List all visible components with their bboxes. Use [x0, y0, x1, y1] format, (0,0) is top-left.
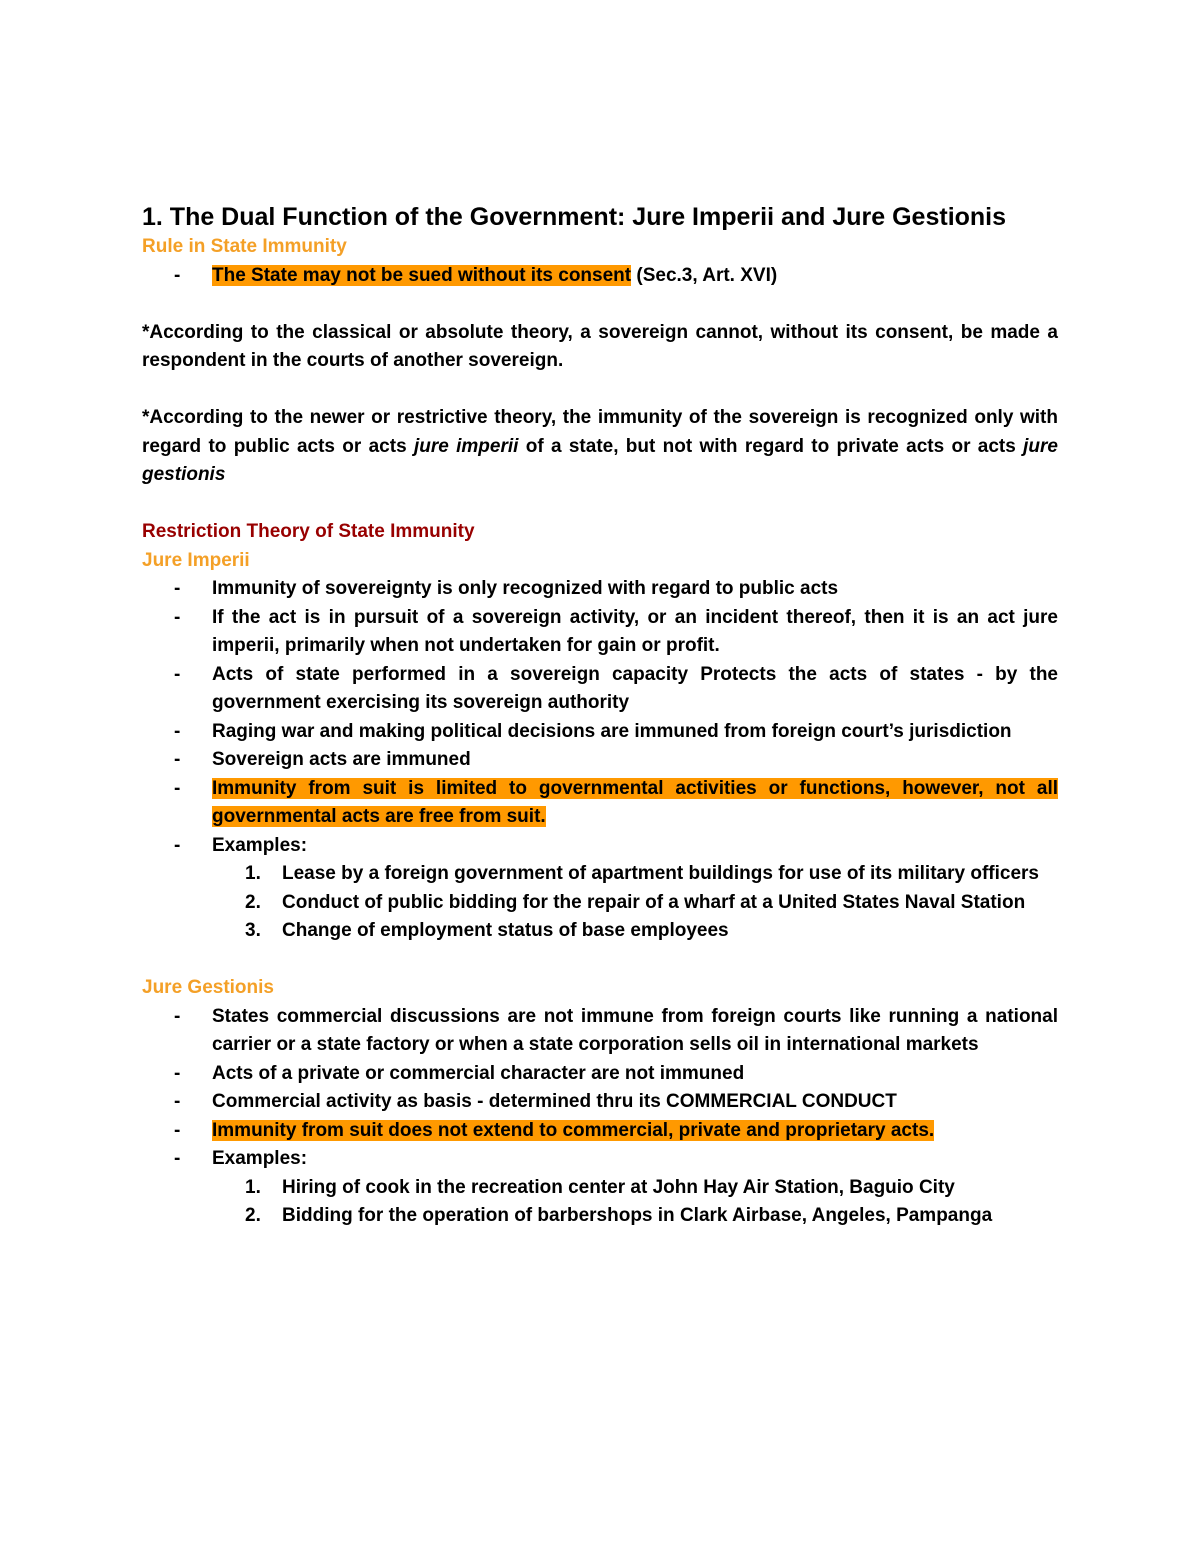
list-item [142, 1088, 1058, 1117]
list-item-text: Commercial activity as basis - determined thru its COMMERCIAL CONDUCT [212, 1091, 897, 1112]
dash-marker: - [174, 264, 181, 286]
example-text: Hiring of cook in the recreation center at John Hay Air Station, Baguio City [282, 1176, 955, 1198]
example-text: Bidding for the operation of barbershops in Clark Airbase, Angeles, Pampanga [282, 1205, 993, 1226]
dash-marker: - [174, 606, 181, 628]
list-item-text: Sovereign acts are immuned [212, 749, 471, 770]
examples-label: Examples: [212, 834, 308, 856]
list-item [142, 604, 1058, 661]
restrictive-theory-paragraph [142, 404, 1058, 490]
rule-heading: Rule in State Immunity [142, 236, 347, 257]
highlighted-text: The State may not be sued without its consent [212, 264, 632, 286]
classical-theory-paragraph: *According to the classical or absolute theory, a sovereign cannot, without its consent, be made a respondent in the courts of another sovereign. [142, 321, 1058, 371]
dash-marker: - [174, 663, 181, 685]
paragraph-text: *According to the newer or restrictive theory, the immunity of the sovereign is recognized only with regard to public acts or acts [142, 407, 1058, 457]
italic-term: jure imperii [413, 435, 519, 457]
dash-marker: - [174, 578, 181, 599]
dash-marker: - [174, 1005, 181, 1027]
document-body [142, 201, 1058, 1231]
jure-gestionis-heading: Jure Gestionis [142, 977, 274, 998]
spacer [142, 376, 1058, 405]
dash-marker: - [174, 1148, 181, 1169]
example-item [212, 889, 1058, 918]
list-item-text: Acts of a private or commercial character are not immuned [212, 1062, 745, 1084]
dash-marker: - [174, 777, 181, 799]
citation-text: (Sec.3, Art. XVI) [631, 264, 778, 286]
example-item [212, 860, 1058, 889]
number-marker: 3. [245, 920, 261, 941]
example-text: Conduct of public bidding for the repair of a wharf at a United States Naval Station [282, 891, 1026, 913]
list-item-text: States commercial discussions are not immune from foreign courts like running a national carrier or a state factory or when a state corporation sells oil in international markets [212, 1005, 1058, 1055]
list-item-text: Acts of state performed in a sovereign capacity Protects the acts of states - by the government exercising its sovereign authority [212, 663, 1058, 713]
example-item [212, 1202, 1058, 1231]
example-item [212, 1174, 1058, 1203]
example-item [212, 917, 1058, 946]
dash-marker: - [174, 834, 181, 856]
jure-imperii-list [142, 575, 1058, 946]
list-item [142, 746, 1058, 775]
section-title: 1. The Dual Function of the Government: Jure Imperii and Jure Gestionis [142, 203, 1007, 231]
spacer [142, 946, 1058, 975]
list-item-text: Immunity of sovereignty is only recognized with regard to public acts [212, 578, 839, 599]
restriction-heading: Restriction Theory of State Immunity [142, 521, 475, 542]
list-item [142, 1060, 1058, 1089]
dash-marker: - [174, 720, 181, 742]
list-item [142, 262, 1058, 291]
jure-imperii-examples [212, 860, 1058, 946]
examples-label: Examples: [212, 1148, 308, 1169]
dash-marker: - [174, 1119, 181, 1141]
list-item [142, 775, 1058, 832]
example-text: Lease by a foreign government of apartment buildings for use of its military officers [282, 863, 1039, 884]
list-item [142, 661, 1058, 718]
rule-list [142, 262, 1058, 291]
paragraph-text: of a state, but not with regard to private acts or acts [518, 435, 1024, 457]
jure-gestionis-list [142, 1003, 1058, 1231]
list-item [142, 718, 1058, 747]
spacer [142, 490, 1058, 519]
list-item [142, 1003, 1058, 1060]
jure-imperii-heading: Jure Imperii [142, 549, 250, 571]
list-item [142, 832, 1058, 946]
list-item-text: If the act is in pursuit of a sovereign activity, or an incident thereof, then it is an act jure imperii, primarily when not undertaken for gain or profit. [212, 606, 1058, 656]
highlighted-text: Immunity from suit does not extend to commercial, private and proprietary acts. [212, 1119, 935, 1141]
list-item [142, 1117, 1058, 1146]
italic-term: jure gestionis [142, 435, 1058, 485]
number-marker: 1. [245, 1176, 261, 1198]
dash-marker: - [174, 1062, 181, 1084]
list-item-text: Raging war and making political decisions are immuned from foreign court’s jurisdiction [212, 720, 1012, 742]
spacer [142, 290, 1058, 319]
dash-marker: - [174, 749, 181, 770]
dash-marker: - [174, 1091, 181, 1112]
highlighted-text: Immunity from suit is limited to governmental activities or functions, however, not all governmental acts are free from suit. [212, 777, 1058, 827]
number-marker: 2. [245, 891, 261, 913]
list-item [142, 1145, 1058, 1231]
list-item [142, 575, 1058, 604]
jure-gestionis-examples [212, 1174, 1058, 1231]
example-text: Change of employment status of base employees [282, 920, 729, 941]
number-marker: 2. [245, 1205, 261, 1226]
number-marker: 1. [245, 863, 261, 884]
